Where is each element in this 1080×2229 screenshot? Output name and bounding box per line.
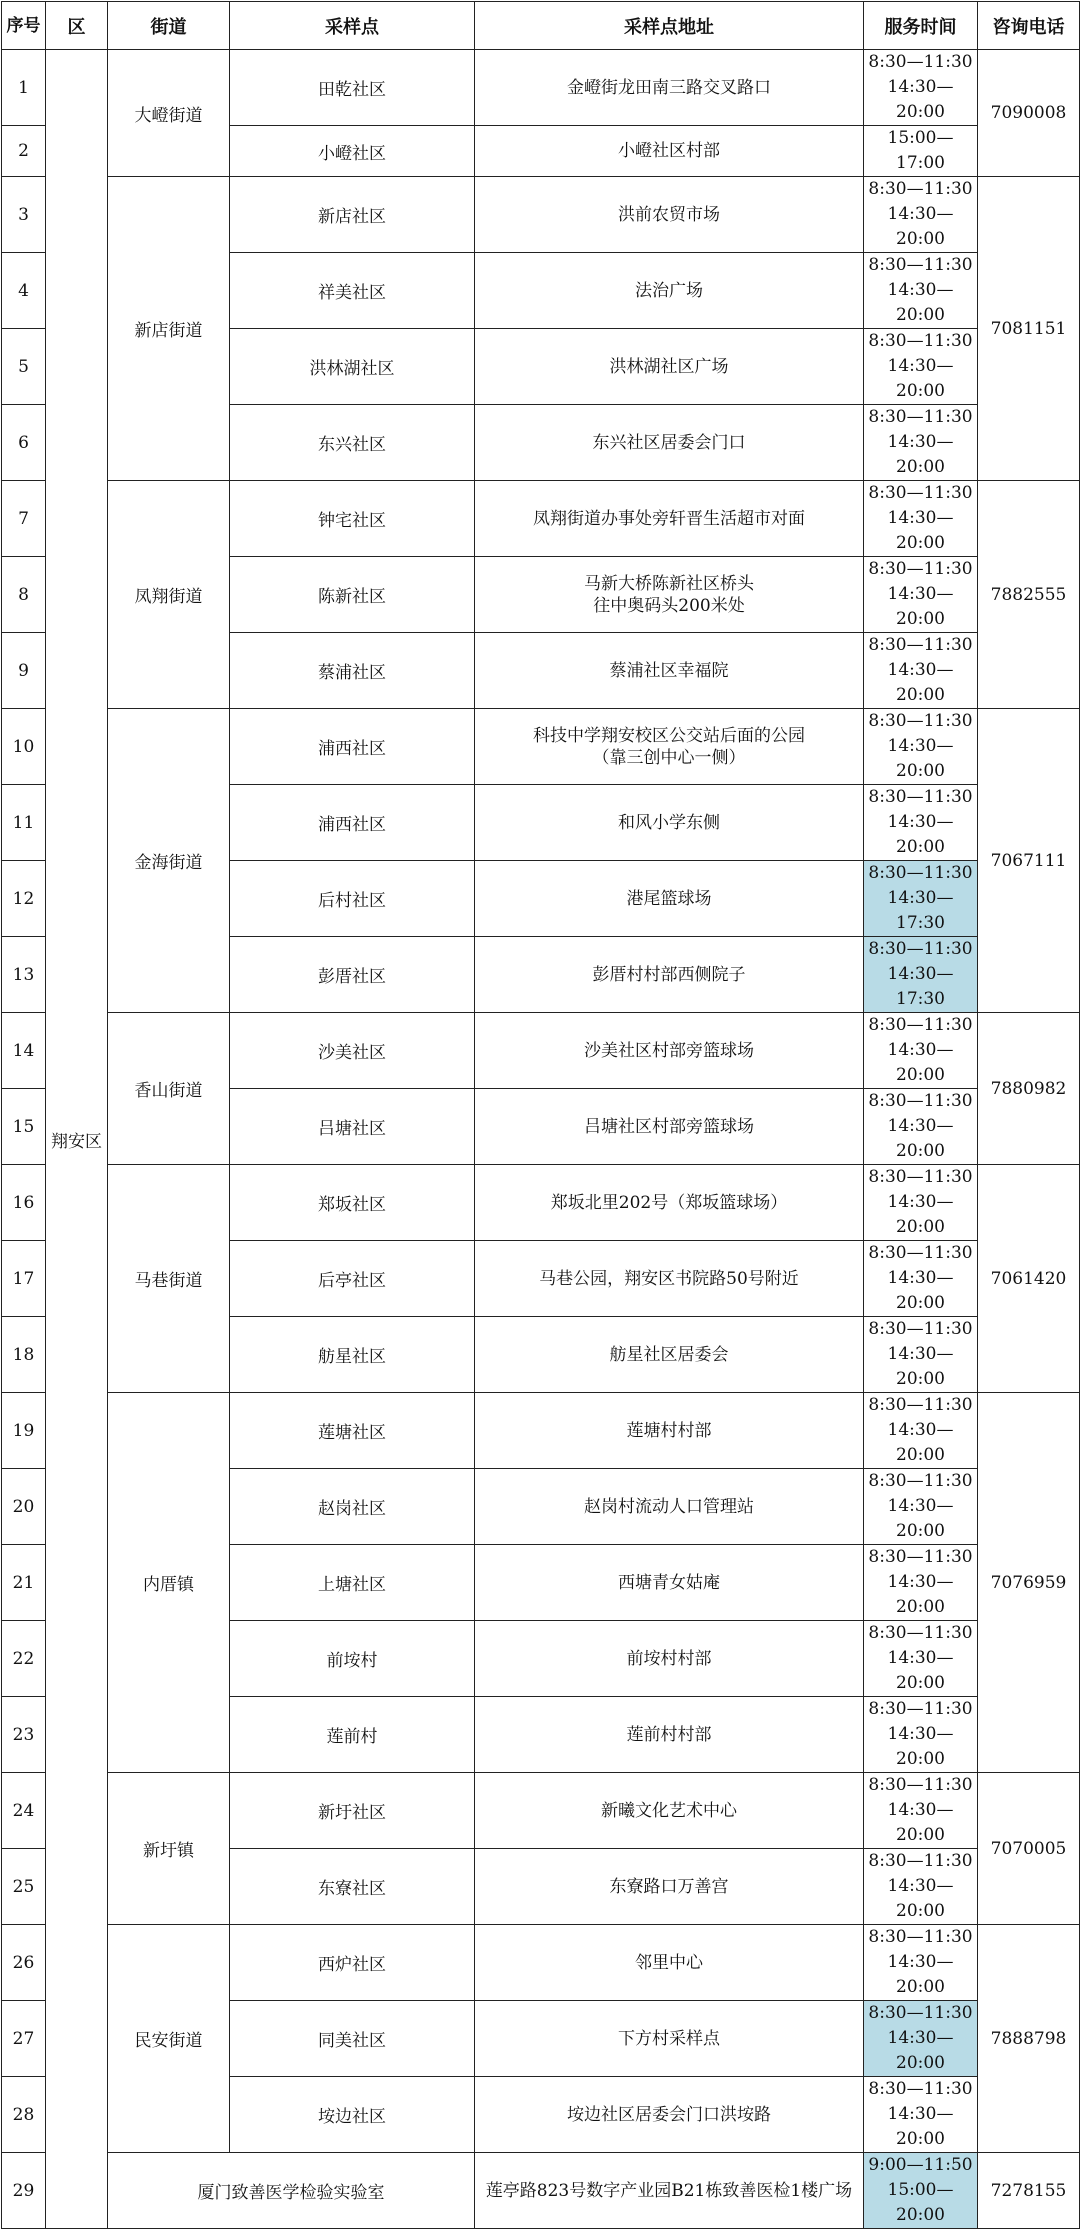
time-line: 14:30—20:00 — [887, 1116, 954, 1161]
time-line: 14:30—20:00 — [887, 736, 954, 781]
time-line: 14:30—20:00 — [887, 432, 954, 477]
table-row — [2, 50, 1080, 126]
address-line: 莲前村村部 — [626, 1724, 712, 1745]
address-line: （靠三创中心一侧） — [592, 747, 746, 768]
table-row — [2, 1393, 1080, 1469]
site-name: 洪林湖社区 — [230, 329, 475, 405]
site-name: 郑坂社区 — [230, 1165, 475, 1241]
street-cell: 新圩镇 — [108, 1773, 230, 1925]
time-line: 8:30—11:30 — [868, 1547, 973, 1567]
address-line: 东寮路口万善宫 — [609, 1876, 729, 1897]
site-address — [475, 405, 864, 481]
site-address — [475, 2077, 864, 2153]
service-time — [864, 861, 978, 937]
service-time — [864, 2153, 978, 2229]
row-number: 16 — [2, 1165, 46, 1241]
time-line: 8:30—11:30 — [868, 1699, 973, 1719]
site-name: 陈新社区 — [230, 557, 475, 633]
site-name: 浦西社区 — [230, 785, 475, 861]
street-cell: 民安街道 — [108, 1925, 230, 2153]
service-time — [864, 405, 978, 481]
time-line: 15:00—20:00 — [887, 2180, 954, 2225]
site-address — [475, 709, 864, 785]
site-name: 新店社区 — [230, 177, 475, 253]
address-line: 科技中学翔安校区公交站后面的公园 — [533, 725, 805, 746]
row-number: 1 — [2, 50, 46, 126]
time-line: 14:30—20:00 — [887, 1876, 954, 1921]
header-street: 街道 — [108, 2, 230, 50]
time-line: 15:00—17:00 — [887, 128, 954, 173]
street-cell: 凤翔街道 — [108, 481, 230, 709]
phone-cell: 7882555 — [978, 481, 1080, 709]
address-line: 沙美社区村部旁篮球场 — [584, 1040, 754, 1061]
address-line: 前垵村村部 — [626, 1648, 712, 1669]
time-line: 8:30—11:30 — [868, 559, 973, 579]
time-line: 14:30—20:00 — [887, 1572, 954, 1617]
time-line: 14:30—20:00 — [887, 1344, 954, 1389]
site-address — [475, 253, 864, 329]
site-name: 浦西社区 — [230, 709, 475, 785]
phone-cell: 7888798 — [978, 1925, 1080, 2153]
address-line: 凤翔街道办事处旁轩晋生活超市对面 — [533, 508, 805, 529]
site-name: 上塘社区 — [230, 1545, 475, 1621]
time-line: 8:30—11:30 — [868, 939, 973, 959]
address-line: 往中奥码头200米处 — [593, 595, 745, 616]
phone-cell: 7880982 — [978, 1013, 1080, 1165]
service-time — [864, 1545, 978, 1621]
row-number: 23 — [2, 1697, 46, 1773]
service-time — [864, 937, 978, 1013]
row-number: 10 — [2, 709, 46, 785]
time-line: 9:00—11:50 — [868, 2155, 973, 2175]
row-number: 3 — [2, 177, 46, 253]
street-cell: 金海街道 — [108, 709, 230, 1013]
service-time — [864, 50, 978, 126]
time-line: 14:30—20:00 — [887, 1648, 954, 1693]
address-line: 莲塘村村部 — [626, 1420, 712, 1441]
table-row — [2, 709, 1080, 785]
time-line: 8:30—11:30 — [868, 179, 973, 199]
address-line: 下方村采样点 — [618, 2028, 720, 2049]
site-name: 新圩社区 — [230, 1773, 475, 1849]
site-address — [475, 861, 864, 937]
address-line: 赵岗村流动人口管理站 — [584, 1496, 754, 1517]
site-address — [475, 1621, 864, 1697]
time-line: 8:30—11:30 — [868, 1091, 973, 1111]
header-seq: 序号 — [2, 2, 46, 50]
address-line: 蔡浦社区幸福院 — [609, 660, 729, 681]
site-name: 沙美社区 — [230, 1013, 475, 1089]
time-line: 14:30—20:00 — [887, 812, 954, 857]
time-line: 14:30—20:00 — [887, 356, 954, 401]
header-address: 采样点地址 — [475, 2, 864, 50]
time-line: 8:30—11:30 — [868, 1319, 973, 1339]
service-time — [864, 1165, 978, 1241]
address-line: 洪林湖社区广场 — [609, 356, 729, 377]
service-time — [864, 709, 978, 785]
time-line: 8:30—11:30 — [868, 1851, 973, 1871]
street-cell: 内厝镇 — [108, 1393, 230, 1773]
row-number: 14 — [2, 1013, 46, 1089]
time-line: 8:30—11:30 — [868, 1927, 973, 1947]
address-line: 东兴社区居委会门口 — [592, 432, 746, 453]
site-address — [475, 1849, 864, 1925]
time-line: 14:30—20:00 — [887, 1268, 954, 1313]
site-address — [475, 177, 864, 253]
site-name: 东兴社区 — [230, 405, 475, 481]
service-time — [864, 2001, 978, 2077]
time-line: 8:30—11:30 — [868, 331, 973, 351]
time-line: 14:30—20:00 — [887, 1496, 954, 1541]
row-number: 7 — [2, 481, 46, 557]
header-district: 区 — [46, 2, 108, 50]
header-time: 服务时间 — [864, 2, 978, 50]
service-time — [864, 329, 978, 405]
service-time — [864, 1925, 978, 2001]
site-address — [475, 126, 864, 177]
header-phone: 咨询电话 — [978, 2, 1080, 50]
time-line: 14:30—20:00 — [887, 1724, 954, 1769]
row-number: 18 — [2, 1317, 46, 1393]
time-line: 8:30—11:30 — [868, 483, 973, 503]
site-name: 祥美社区 — [230, 253, 475, 329]
service-time — [864, 126, 978, 177]
table-row — [2, 1773, 1080, 1849]
district-cell: 翔安区 — [46, 50, 108, 2229]
address-line: 吕塘社区村部旁篮球场 — [584, 1116, 754, 1137]
time-line: 8:30—11:30 — [868, 1775, 973, 1795]
site-name: 钟宅社区 — [230, 481, 475, 557]
time-line: 14:30—20:00 — [887, 280, 954, 325]
site-name: 后亭社区 — [230, 1241, 475, 1317]
service-time — [864, 1773, 978, 1849]
time-line: 8:30—11:30 — [868, 1243, 973, 1263]
time-line: 8:30—11:30 — [868, 1167, 973, 1187]
site-name: 同美社区 — [230, 2001, 475, 2077]
time-line: 8:30—11:30 — [868, 1395, 973, 1415]
time-line: 14:30—20:00 — [887, 1040, 954, 1085]
header-row — [2, 2, 1080, 50]
service-time — [864, 785, 978, 861]
service-time — [864, 1697, 978, 1773]
site-address — [475, 785, 864, 861]
row-number: 15 — [2, 1089, 46, 1165]
site-address — [475, 1241, 864, 1317]
time-line: 8:30—11:30 — [868, 2079, 973, 2099]
address-line: 法治广场 — [635, 280, 703, 301]
row-number: 9 — [2, 633, 46, 709]
site-name: 蔡浦社区 — [230, 633, 475, 709]
row-number: 26 — [2, 1925, 46, 2001]
time-line: 8:30—11:30 — [868, 635, 973, 655]
time-line: 8:30—11:30 — [868, 1015, 973, 1035]
site-address — [475, 50, 864, 126]
site-address — [475, 1089, 864, 1165]
site-address — [475, 2153, 864, 2229]
site-address — [475, 1317, 864, 1393]
site-address — [475, 1165, 864, 1241]
site-address — [475, 329, 864, 405]
time-line: 8:30—11:30 — [868, 52, 973, 72]
row-number: 13 — [2, 937, 46, 1013]
row-number: 2 — [2, 126, 46, 177]
site-address — [475, 937, 864, 1013]
row-number: 29 — [2, 2153, 46, 2229]
site-name: 厦门致善医学检验实验室 — [108, 2153, 475, 2229]
time-line: 14:30—20:00 — [887, 2028, 954, 2073]
address-line: 垵边社区居委会门口洪垵路 — [567, 2104, 771, 2125]
row-number: 27 — [2, 2001, 46, 2077]
address-line: 舫星社区居委会 — [609, 1344, 729, 1365]
table-row — [2, 2153, 1080, 2229]
service-time — [864, 1089, 978, 1165]
table-row — [2, 177, 1080, 253]
service-time — [864, 1317, 978, 1393]
row-number: 5 — [2, 329, 46, 405]
phone-cell: 7070005 — [978, 1773, 1080, 1925]
phone-cell: 7278155 — [978, 2153, 1080, 2229]
site-address — [475, 1393, 864, 1469]
site-name: 莲塘社区 — [230, 1393, 475, 1469]
site-name: 前垵村 — [230, 1621, 475, 1697]
row-number: 8 — [2, 557, 46, 633]
time-line: 8:30—11:30 — [868, 1471, 973, 1491]
address-line: 西塘青女姑庵 — [618, 1572, 720, 1593]
time-line: 14:30—20:00 — [887, 508, 954, 553]
time-line: 8:30—11:30 — [868, 711, 973, 731]
site-name: 后村社区 — [230, 861, 475, 937]
site-address — [475, 1469, 864, 1545]
phone-cell: 7061420 — [978, 1165, 1080, 1393]
time-line: 14:30—20:00 — [887, 1420, 954, 1465]
table-row — [2, 481, 1080, 557]
table-row — [2, 1925, 1080, 2001]
site-address — [475, 1697, 864, 1773]
phone-cell: 7081151 — [978, 177, 1080, 481]
row-number: 25 — [2, 1849, 46, 1925]
phone-cell: 7090008 — [978, 50, 1080, 177]
row-number: 17 — [2, 1241, 46, 1317]
site-name: 彭厝社区 — [230, 937, 475, 1013]
table-row — [2, 1165, 1080, 1241]
row-number: 24 — [2, 1773, 46, 1849]
address-line: 金嶝街龙田南三路交叉路口 — [567, 77, 771, 98]
row-number: 6 — [2, 405, 46, 481]
time-line: 8:30—11:30 — [868, 863, 973, 883]
site-name: 西炉社区 — [230, 1925, 475, 2001]
row-number: 28 — [2, 2077, 46, 2153]
row-number: 19 — [2, 1393, 46, 1469]
site-address — [475, 2001, 864, 2077]
address-line: 莲亭路823号数字产业园B21栋致善医检1楼广场 — [485, 2180, 853, 2201]
time-line: 14:30—20:00 — [887, 660, 954, 705]
time-line: 14:30—20:00 — [887, 584, 954, 629]
service-time — [864, 1241, 978, 1317]
site-name: 东寮社区 — [230, 1849, 475, 1925]
service-time — [864, 557, 978, 633]
service-time — [864, 1469, 978, 1545]
row-number: 20 — [2, 1469, 46, 1545]
time-line: 14:30—17:30 — [887, 964, 954, 1009]
row-number: 21 — [2, 1545, 46, 1621]
time-line: 14:30—20:00 — [887, 1952, 954, 1997]
address-line: 马巷公园，翔安区书院路50号附近 — [539, 1268, 799, 1289]
service-time — [864, 2077, 978, 2153]
service-time — [864, 633, 978, 709]
time-line: 8:30—11:30 — [868, 787, 973, 807]
table-body — [2, 50, 1080, 2229]
time-line: 8:30—11:30 — [868, 1623, 973, 1643]
site-name: 莲前村 — [230, 1697, 475, 1773]
service-time — [864, 481, 978, 557]
site-name: 赵岗社区 — [230, 1469, 475, 1545]
service-time — [864, 1849, 978, 1925]
street-cell: 香山街道 — [108, 1013, 230, 1165]
site-address — [475, 481, 864, 557]
phone-cell: 7067111 — [978, 709, 1080, 1013]
header-site: 采样点 — [230, 2, 475, 50]
site-name: 垵边社区 — [230, 2077, 475, 2153]
row-number: 22 — [2, 1621, 46, 1697]
time-line: 8:30—11:30 — [868, 407, 973, 427]
address-line: 郑坂北里202号（郑坂篮球场） — [550, 1192, 788, 1213]
service-time — [864, 1621, 978, 1697]
site-address — [475, 1925, 864, 2001]
service-time — [864, 177, 978, 253]
address-line: 邻里中心 — [635, 1952, 703, 1973]
time-line: 14:30—20:00 — [887, 1800, 954, 1845]
site-name: 吕塘社区 — [230, 1089, 475, 1165]
site-name: 小嶝社区 — [230, 126, 475, 177]
time-line: 14:30—20:00 — [887, 77, 954, 122]
time-line: 14:30—20:00 — [887, 1192, 954, 1237]
address-line: 和风小学东侧 — [618, 812, 720, 833]
sampling-site-table — [1, 1, 1080, 2229]
street-cell: 大嶝街道 — [108, 50, 230, 177]
site-address — [475, 1773, 864, 1849]
time-line: 14:30—20:00 — [887, 204, 954, 249]
street-cell: 马巷街道 — [108, 1165, 230, 1393]
service-time — [864, 253, 978, 329]
service-time — [864, 1393, 978, 1469]
address-line: 洪前农贸市场 — [618, 204, 720, 225]
site-name: 舫星社区 — [230, 1317, 475, 1393]
phone-cell: 7076959 — [978, 1393, 1080, 1773]
site-address — [475, 1013, 864, 1089]
time-line: 14:30—20:00 — [887, 2104, 954, 2149]
time-line: 14:30—17:30 — [887, 888, 954, 933]
service-time — [864, 1013, 978, 1089]
address-line: 马新大桥陈新社区桥头 — [584, 573, 754, 594]
site-name: 田乾社区 — [230, 50, 475, 126]
address-line: 小嶝社区村部 — [618, 141, 720, 161]
site-address — [475, 1545, 864, 1621]
time-line: 8:30—11:30 — [868, 255, 973, 275]
time-line: 8:30—11:30 — [868, 2003, 973, 2023]
row-number: 11 — [2, 785, 46, 861]
row-number: 4 — [2, 253, 46, 329]
street-cell: 新店街道 — [108, 177, 230, 481]
address-line: 彭厝村村部西侧院子 — [592, 964, 746, 985]
table-row — [2, 1013, 1080, 1089]
site-address — [475, 557, 864, 633]
address-line: 港尾篮球场 — [626, 888, 712, 909]
site-address — [475, 633, 864, 709]
address-line: 新曦文化艺术中心 — [601, 1800, 737, 1821]
row-number: 12 — [2, 861, 46, 937]
